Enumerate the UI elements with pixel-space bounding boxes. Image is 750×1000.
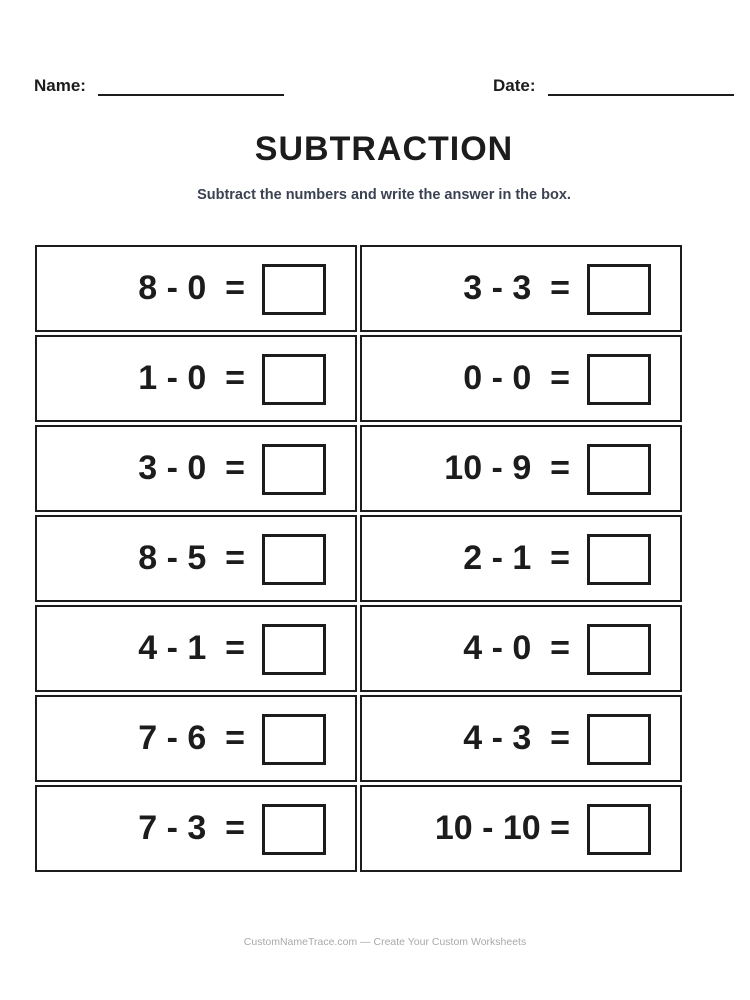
answer-box [262, 714, 326, 765]
problem-cell [360, 785, 682, 872]
problem-text: 3 - 0 = [138, 449, 245, 487]
answer-box [262, 354, 326, 405]
problem-text: 2 - 1 = [463, 539, 570, 577]
date-field [493, 76, 734, 96]
problem-cell [35, 515, 357, 602]
answer-box [587, 354, 651, 405]
problem-text: 4 - 3 = [463, 719, 570, 757]
answer-box [587, 444, 651, 495]
answer-box [262, 444, 326, 495]
problem-text: 7 - 3 = [138, 809, 245, 847]
problem-text: 8 - 5 = [138, 539, 245, 577]
answer-box [262, 534, 326, 585]
answer-box [587, 624, 651, 675]
problem-cell [35, 605, 357, 692]
problem-text: 7 - 6 = [138, 719, 245, 757]
problem-text: 8 - 0 = [138, 269, 245, 307]
problem-text: 10 - 9 = [444, 449, 570, 487]
problem-text: 0 - 0 = [463, 359, 570, 397]
answer-box [262, 264, 326, 315]
name-field [34, 76, 284, 96]
date-line [548, 82, 734, 96]
name-label: Name: [34, 76, 86, 95]
footer-credit: CustomNameTrace.com — Create Your Custom Worksheets [243, 936, 527, 948]
problem-cell [35, 785, 357, 872]
date-label: Date: [493, 76, 536, 95]
name-line [98, 82, 284, 96]
problem-cell [360, 515, 682, 602]
problem-text: 3 - 3 = [463, 269, 570, 307]
worksheet-title: SUBTRACTION [254, 130, 514, 168]
answer-box [587, 264, 651, 315]
header-row [0, 76, 750, 100]
problem-cell [360, 335, 682, 422]
instructions: Subtract the numbers and write the answer in the box. [197, 187, 571, 203]
problem-text: 1 - 0 = [138, 359, 245, 397]
answer-box [587, 534, 651, 585]
problem-cell [35, 695, 357, 782]
answer-box [262, 804, 326, 855]
problem-text: 10 - 10 = [434, 809, 570, 847]
problem-text: 4 - 0 = [463, 629, 570, 667]
answer-box [587, 714, 651, 765]
problem-cell [360, 605, 682, 692]
problem-cell [360, 425, 682, 512]
problem-cell [35, 245, 357, 332]
problem-grid [35, 245, 682, 872]
answer-box [587, 804, 651, 855]
problem-cell [360, 695, 682, 782]
problem-text: 4 - 1 = [138, 629, 245, 667]
problem-cell [360, 245, 682, 332]
answer-box [262, 624, 326, 675]
problem-cell [35, 425, 357, 512]
problem-cell [35, 335, 357, 422]
